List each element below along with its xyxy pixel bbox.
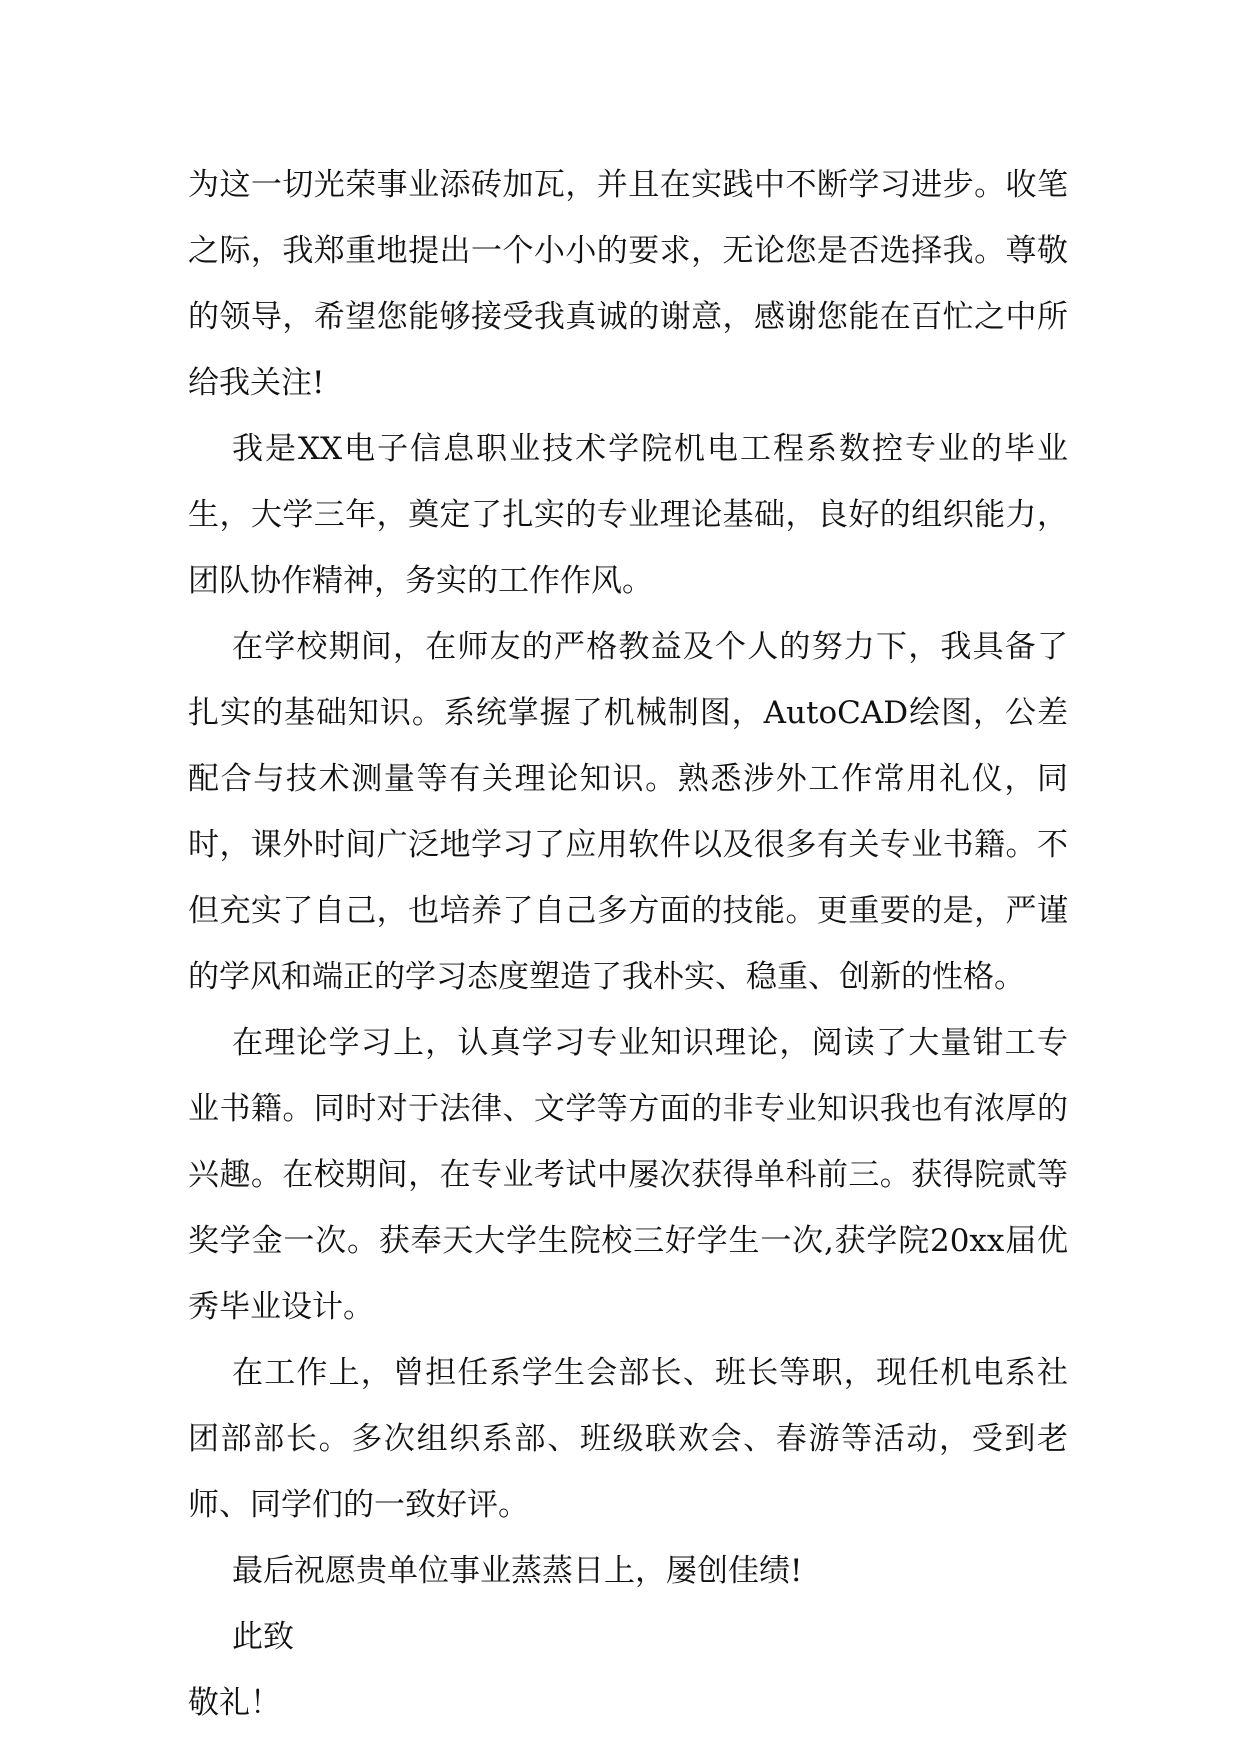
- paragraph-3: 在学校期间，在师友的严格教益及个人的努力下，我具备了扎实的基础知识。系统掌握了机械制图，AutoCAD绘图，公差配合与技术测量等有关理论知识。熟悉涉外工作常用礼仪，同时，课外时间广泛地学习了应用软件以及很多有关专业书籍。不但充实了自己，也培养了自己多方面的技能。更重要的是，严谨的学风和端正的学习态度塑造了我朴实、稳重、创新的性格。: [188, 629, 1068, 995]
- salutation-ci-zhi: 此致: [232, 1619, 294, 1655]
- paragraph-5: 在工作上，曾担任系学生会部长、班长等职，现任机电系社团部部长。多次组织系部、班级联欢会、春游等活动，受到老师、同学们的一致好评。: [188, 1355, 1068, 1523]
- paragraph-1: 为这一切光荣事业添砖加瓦，并且在实践中不断学习进步。收笔之际，我郑重地提出一个小小的要求，无论您是否选择我。尊敬的领导，希望您能够接受我真诚的谢意，感谢您能在百忙之中所给我关注!: [188, 167, 1068, 401]
- paragraph-6: 最后祝愿贵单位事业蒸蒸日上，屡创佳绩!: [232, 1553, 803, 1589]
- closing-jing-li: 敬礼！: [188, 1685, 281, 1721]
- paragraph-2: 我是XX电子信息职业技术学院机电工程系数控专业的毕业生，大学三年，奠定了扎实的专业理论基础，良好的组织能力，团队协作精神，务实的工作作风。: [188, 431, 1068, 599]
- paragraph-4: 在理论学习上，认真学习专业知识理论，阅读了大量钳工专业书籍。同时对于法律、文学等方面的非专业知识我也有浓厚的兴趣。在校期间，在专业考试中屡次获得单科前三。获得院贰等奖学金一次。获奉天大学生院校三好学生一次,获学院20xx届优秀毕业设计。: [188, 1025, 1068, 1325]
- letter-body: [188, 152, 1068, 1736]
